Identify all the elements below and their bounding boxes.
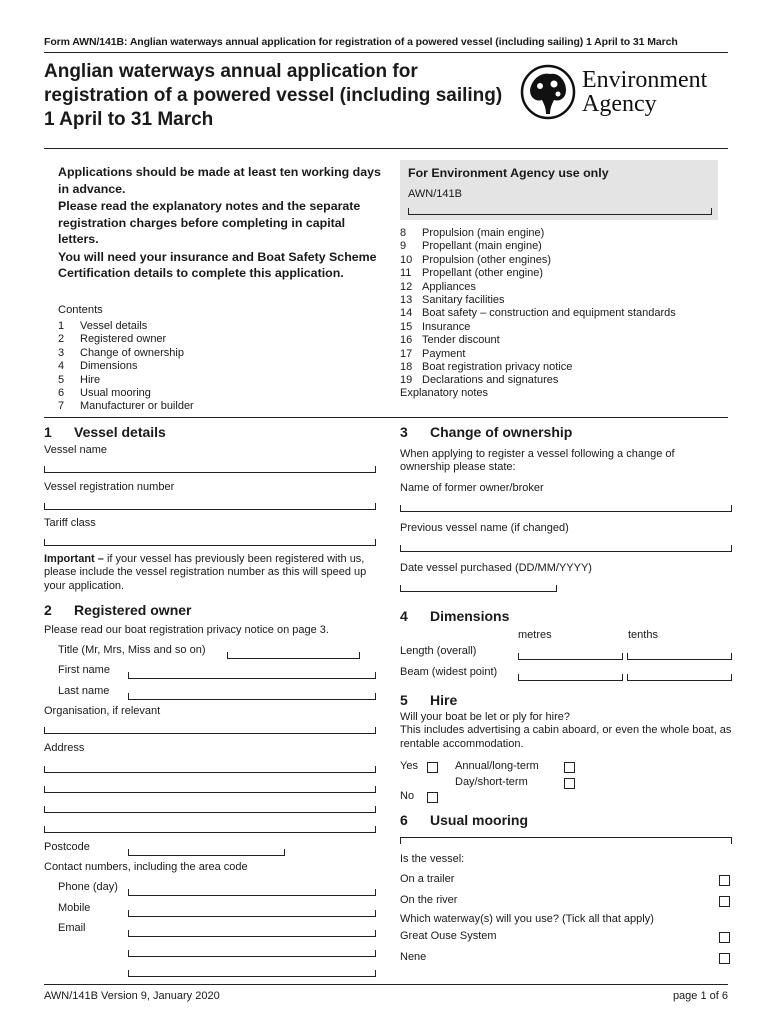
section-1-heading: 1 Vessel details — [44, 424, 166, 440]
contents-item-label: Dimensions — [80, 360, 138, 373]
hire-yes-checkbox[interactable] — [427, 762, 438, 773]
hire-question: Will your boat be let or ply for hire? This includes advertising a cabin aboard, or even the whole boat, as rentable accommodation. — [400, 711, 732, 750]
vessel-reg-number-field[interactable] — [44, 503, 376, 510]
contents-item — [400, 374, 676, 387]
title-label: Title (Mr, Mrs, Miss and so on) — [58, 644, 206, 656]
vessel-name-label: Vessel name — [44, 444, 107, 456]
contents-item-label: Declarations and signatures — [422, 374, 559, 387]
contents-item-label: Hire — [80, 373, 101, 386]
logo-text: Environment Agency — [582, 67, 708, 117]
intro-text — [58, 164, 388, 283]
metres-column-label: metres — [518, 629, 552, 641]
contents-item — [58, 347, 194, 360]
trailer-label: On a trailer — [400, 873, 455, 885]
footer-version: AWN/141B Version 9, January 2020 — [44, 990, 220, 1002]
hire-day-label: Day/short-term — [455, 776, 528, 788]
contents-item-number: 3 — [58, 346, 65, 359]
phone-label: Phone (day) — [58, 881, 118, 893]
waterways-question: Which waterway(s) will you use? (Tick all that apply) — [400, 913, 654, 925]
contents-item-label: Sanitary facilities — [422, 294, 505, 307]
contents-item — [400, 254, 676, 267]
contents-item-label: Propulsion (main engine) — [422, 227, 545, 239]
footer-divider — [44, 984, 728, 985]
contents-item — [400, 321, 676, 334]
hire-annual-checkbox[interactable] — [564, 762, 575, 773]
river-label: On the river — [400, 894, 458, 906]
trailer-checkbox[interactable] — [719, 875, 730, 886]
contents-item — [400, 334, 676, 347]
organisation-label: Organisation, if relevant — [44, 705, 161, 717]
contents-item-label: Payment — [422, 347, 466, 360]
previous-name-label: Previous vessel name (if changed) — [400, 522, 569, 534]
contents-item-number: 16 — [400, 334, 413, 347]
contents-item — [58, 333, 194, 346]
contents-item-number: 13 — [400, 294, 413, 307]
address-line-2[interactable] — [44, 786, 376, 793]
date-purchased-label: Date vessel purchased (DD/MM/YYYY) — [400, 562, 592, 574]
vessel-reg-number-label: Vessel registration number — [44, 481, 175, 493]
contents-item-number: 12 — [400, 280, 413, 293]
mobile-field[interactable] — [128, 910, 376, 917]
last-name-field[interactable] — [128, 693, 376, 700]
tariff-class-field[interactable] — [44, 539, 376, 546]
contents-item — [400, 294, 676, 307]
section-6-heading: 6 Usual mooring — [400, 812, 529, 828]
office-use-title: For Environment Agency use only — [408, 166, 609, 180]
office-use-panel — [400, 160, 718, 220]
contents-heading: Contents — [58, 304, 103, 316]
contents-item-number: 19 — [400, 374, 413, 387]
hire-no-label: No — [400, 790, 415, 802]
contents-item — [400, 240, 676, 253]
contents-item-number: 4 — [58, 360, 65, 373]
contents-item-label: Insurance — [422, 320, 471, 333]
previous-name-field[interactable] — [400, 545, 732, 552]
contents-item-number: 5 — [58, 373, 65, 386]
form-header-line: Form AWN/141B: Anglian waterways annual application for registration of a powered vessel (including sailing) 1 April to 31 March — [44, 36, 678, 48]
contents-item-label: Propellant (main engine) — [422, 240, 542, 253]
vessel-name-field[interactable] — [44, 466, 376, 473]
contents-item-label: Tender discount — [422, 334, 500, 347]
office-use-field[interactable] — [408, 208, 712, 215]
organisation-field[interactable] — [44, 727, 376, 734]
important-note: Important – if your vessel has previously been registered with us, please include the vessel registration number as this will speed up your application. — [44, 553, 367, 592]
section-5-heading: 5 Hire — [400, 692, 458, 708]
title-line-2: registration of a powered vessel (including sailing) — [44, 85, 503, 106]
contents-item — [58, 320, 194, 333]
email-field-line-1[interactable] — [128, 930, 376, 937]
contents-item-number: 9 — [400, 240, 407, 253]
usual-mooring-divider — [400, 837, 732, 844]
privacy-note: Please read our boat registration privacy notice on page 3. — [44, 624, 329, 636]
contents-item — [58, 360, 194, 373]
great-ouse-label: Great Ouse System — [400, 930, 497, 942]
nene-label: Nene — [400, 951, 427, 963]
office-use-code: AWN/141B — [408, 188, 463, 200]
contents-item-label: Vessel details — [80, 320, 148, 332]
length-label: Length (overall) — [400, 645, 477, 657]
postcode-field[interactable] — [128, 849, 285, 856]
length-tenths-field[interactable] — [627, 653, 732, 660]
hire-annual-label: Annual/long-term — [455, 760, 539, 772]
phone-field[interactable] — [128, 889, 376, 896]
contents-item — [400, 227, 676, 240]
tree-emblem-icon — [520, 64, 576, 120]
contents-item — [400, 348, 676, 361]
tariff-class-label: Tariff class — [44, 517, 96, 529]
is-vessel-label: Is the vessel: — [400, 853, 465, 865]
contents-item-number: 7 — [58, 400, 65, 413]
contents-list-left — [58, 320, 194, 414]
contents-item-label: Usual mooring — [80, 387, 151, 400]
nene-checkbox[interactable] — [719, 953, 730, 964]
footer-page-number: page 1 of 6 — [672, 990, 728, 1002]
beam-metres-field[interactable] — [518, 674, 623, 681]
beam-label: Beam (widest point) — [400, 666, 498, 678]
contents-item-number: 15 — [400, 320, 413, 333]
title-line-3: 1 April to 31 March — [44, 109, 214, 130]
title-field[interactable] — [227, 652, 360, 659]
address-line-4[interactable] — [44, 826, 376, 833]
address-line-1[interactable] — [44, 766, 376, 773]
contents-item — [58, 387, 194, 400]
contents-item — [400, 307, 676, 320]
beam-tenths-field[interactable] — [627, 674, 732, 681]
contents-item-label: Boat registration privacy notice — [422, 361, 573, 374]
header-divider — [44, 52, 728, 53]
contents-item-number: 18 — [400, 361, 413, 374]
last-name-label: Last name — [58, 685, 110, 697]
contents-item — [400, 267, 676, 280]
address-label: Address — [44, 742, 85, 754]
contents-item-number: 11 — [400, 267, 412, 280]
contents-item-label: Propellant (other engine) — [422, 267, 544, 280]
contents-explanatory: Explanatory notes — [400, 387, 489, 399]
length-metres-field[interactable] — [518, 653, 623, 660]
contents-item-label: Propulsion (other engines) — [422, 253, 552, 266]
contents-item-label: Boat safety – construction and equipment standards — [422, 307, 676, 320]
contents-item-number: 10 — [400, 253, 413, 266]
contents-item — [58, 374, 194, 387]
title-line-1: Anglian waterways annual application for — [44, 61, 418, 82]
contents-item-number: 8 — [400, 227, 407, 239]
email-field-line-3[interactable] — [128, 970, 376, 977]
mobile-label: Mobile — [58, 902, 91, 914]
contents-item — [400, 361, 676, 374]
contents-item-label: Change of ownership — [80, 346, 184, 359]
email-label: Email — [58, 922, 86, 934]
hire-no-checkbox[interactable] — [427, 792, 438, 803]
section-2-heading: 2 Registered owner — [44, 602, 192, 618]
contents-item — [400, 281, 676, 294]
date-purchased-field[interactable] — [400, 585, 557, 592]
email-field-line-2[interactable] — [128, 950, 376, 957]
section-4-heading: 4 Dimensions — [400, 608, 510, 624]
great-ouse-checkbox[interactable] — [719, 932, 730, 943]
former-owner-label: Name of former owner/broker — [400, 482, 544, 494]
contents-item-number: 1 — [58, 320, 65, 332]
tenths-column-label: tenths — [628, 629, 658, 641]
hire-day-checkbox[interactable] — [564, 778, 575, 789]
first-name-label: First name — [58, 664, 110, 676]
intro-paragraph-1: Applications should be made at least ten working days in advance. — [58, 165, 381, 196]
contents-item — [58, 400, 194, 413]
environment-agency-logo — [520, 64, 730, 124]
first-name-field[interactable] — [128, 672, 376, 679]
contents-item-number: 2 — [58, 333, 65, 346]
contact-label: Contact numbers, including the area code — [44, 861, 248, 873]
river-checkbox[interactable] — [719, 896, 730, 907]
contents-item-label: Appliances — [422, 280, 476, 293]
page-title — [44, 60, 524, 132]
address-line-3[interactable] — [44, 806, 376, 813]
contents-item-label: Registered owner — [80, 333, 167, 346]
change-ownership-intro: When applying to register a vessel following a change of ownership please state: — [400, 448, 675, 474]
intro-paragraph-3: You will need your insurance and Boat Safety Scheme Certification details to complete this application. — [58, 249, 377, 280]
contents-item-label: Manufacturer or builder — [80, 400, 194, 413]
contents-item-number: 14 — [400, 307, 413, 320]
contents-list-right — [400, 227, 676, 388]
section-3-heading: 3 Change of ownership — [400, 424, 573, 440]
former-owner-field[interactable] — [400, 505, 732, 512]
intro-paragraph-2: Please read the explanatory notes and the separate registration charges before completing in capital letters. — [58, 199, 361, 246]
contents-item-number: 6 — [58, 387, 65, 400]
contents-item-number: 17 — [400, 347, 413, 360]
hire-yes-label: Yes — [400, 760, 418, 772]
postcode-label: Postcode — [44, 841, 90, 853]
